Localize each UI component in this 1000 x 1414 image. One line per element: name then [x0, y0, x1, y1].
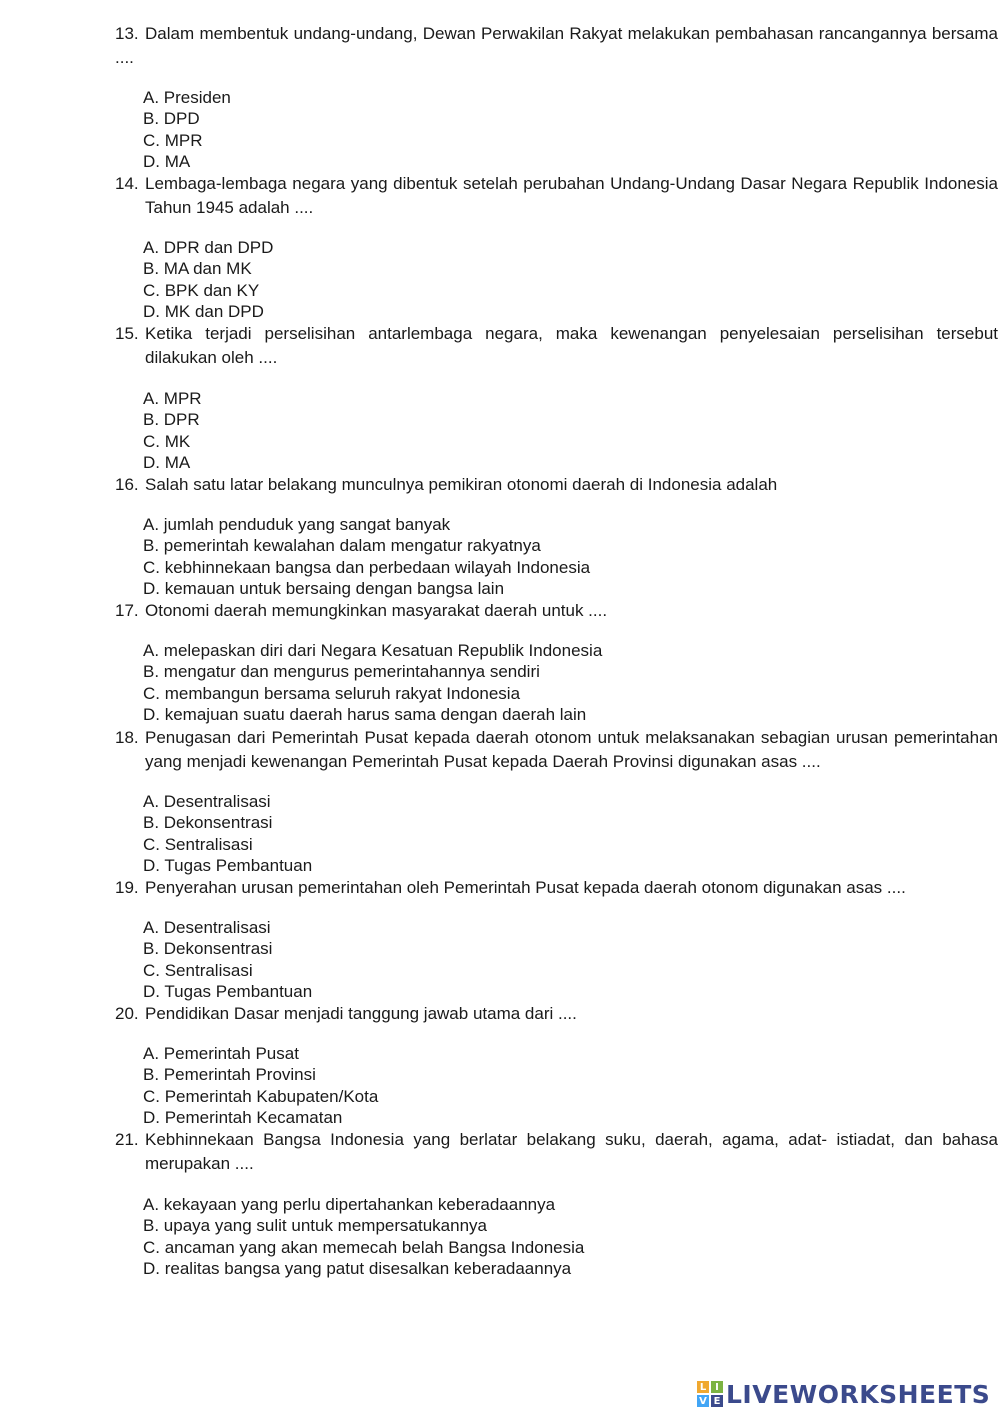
options-21: [143, 1194, 584, 1279]
question-17: [115, 599, 998, 623]
logo-block-e: E: [711, 1395, 723, 1407]
liveworksheets-logo[interactable]: [697, 1378, 990, 1410]
options-20: [143, 1043, 378, 1128]
option-d[interactable]: D. Pemerintah Kecamatan: [143, 1107, 343, 1127]
option-b[interactable]: B. MA dan MK: [143, 259, 252, 279]
options-16: [143, 514, 590, 599]
option-a[interactable]: A. Pemerintah Pusat: [143, 1044, 299, 1063]
question-text: Penugasan dari Pemerintah Pusat kepada daerah otonom untuk melaksanakan sebagian urusan pemerintahan yang menjadi kewenangan Pemerintah Pusat kepada Daerah Provinsi digunakan asas ....: [145, 728, 998, 771]
option-c[interactable]: C. BPK dan KY: [143, 280, 260, 300]
question-number: 15.: [115, 324, 139, 343]
question-19: [115, 876, 998, 900]
option-d[interactable]: D. MK dan DPD: [143, 301, 264, 321]
question-20: [115, 1002, 998, 1026]
option-a[interactable]: A. melepaskan diri dari Negara Kesatuan Republik Indonesia: [143, 641, 603, 660]
option-d[interactable]: D. Tugas Pembantuan: [143, 855, 313, 875]
question-text: Salah satu latar belakang munculnya pemikiran otonomi daerah di Indonesia adalah: [145, 475, 778, 494]
options-13: [143, 87, 231, 172]
question-text: Ketika terjadi perselisihan antarlembaga negara, maka kewenangan penyelesaian perselisihan tersebut dilakukan oleh ....: [145, 324, 998, 367]
question-16: [115, 473, 998, 497]
option-c[interactable]: C. MK: [143, 431, 191, 451]
option-a[interactable]: A. Desentralisasi: [143, 792, 271, 811]
question-number: 19.: [115, 878, 139, 897]
logo-block-l: L: [697, 1381, 709, 1393]
question-number: 13.: [115, 24, 139, 43]
logo-blocks-icon: [697, 1381, 723, 1407]
options-15: [143, 388, 202, 473]
option-c[interactable]: C. kebhinnekaan bangsa dan perbedaan wilayah Indonesia: [143, 557, 591, 577]
question-18: [115, 726, 998, 774]
option-b[interactable]: B. upaya yang sulit untuk mempersatukannya: [143, 1216, 487, 1236]
question-21: [115, 1128, 998, 1176]
options-14: [143, 237, 273, 322]
options-19: [143, 917, 312, 1002]
question-14: [115, 172, 998, 220]
option-d[interactable]: D. kemauan untuk bersaing dengan bangsa lain: [143, 578, 505, 598]
option-c[interactable]: C. ancaman yang akan memecah belah Bangsa Indonesia: [143, 1237, 585, 1257]
options-18: [143, 791, 312, 876]
option-d[interactable]: D. Tugas Pembantuan: [143, 981, 313, 1001]
logo-block-i: I: [711, 1381, 723, 1393]
brand-name: LIVEWORKSHEETS: [726, 1379, 991, 1409]
option-d[interactable]: D. MA: [143, 452, 191, 472]
option-b[interactable]: B. Pemerintah Provinsi: [143, 1065, 316, 1085]
option-b[interactable]: B. pemerintah kewalahan dalam mengatur rakyatnya: [143, 536, 541, 556]
option-c[interactable]: C. Sentralisasi: [143, 834, 253, 854]
option-c[interactable]: C. MPR: [143, 130, 203, 150]
question-text: Kebhinnekaan Bangsa Indonesia yang berlatar belakang suku, daerah, agama, adat- istiadat, dan bahasa merupakan ....: [145, 1130, 998, 1173]
option-a[interactable]: A. kekayaan yang perlu dipertahankan keberadaannya: [143, 1195, 556, 1214]
question-text: Dalam membentuk undang-undang, Dewan Perwakilan Rakyat melakukan pembahasan rancangannya bersama ....: [115, 24, 998, 67]
question-15: [115, 322, 998, 370]
option-a[interactable]: A. jumlah penduduk yang sangat banyak: [143, 515, 451, 534]
option-b[interactable]: B. Dekonsentrasi: [143, 813, 273, 833]
option-b[interactable]: B. mengatur dan mengurus pemerintahannya sendiri: [143, 662, 540, 682]
question-text: Lembaga-lembaga negara yang dibentuk setelah perubahan Undang-Undang Dasar Negara Republik Indonesia Tahun 1945 adalah ....: [145, 174, 998, 217]
option-d[interactable]: D. realitas bangsa yang patut disesalkan keberadaannya: [143, 1258, 572, 1278]
question-number: 17.: [115, 601, 139, 620]
question-number: 20.: [115, 1004, 139, 1023]
options-17: [143, 640, 602, 725]
question-text: Penyerahan urusan pemerintahan oleh Pemerintah Pusat kepada daerah otonom digunakan asas ....: [145, 878, 906, 897]
option-b[interactable]: B. Dekonsentrasi: [143, 939, 273, 959]
option-a[interactable]: A. MPR: [143, 389, 202, 408]
option-c[interactable]: C. Sentralisasi: [143, 960, 253, 980]
question-number: 21.: [115, 1130, 139, 1149]
question-number: 14.: [115, 174, 139, 193]
question-number: 18.: [115, 728, 139, 747]
option-b[interactable]: B. DPD: [143, 109, 200, 129]
question-text: Otonomi daerah memungkinkan masyarakat daerah untuk ....: [145, 601, 608, 620]
option-d[interactable]: D. kemajuan suatu daerah harus sama dengan daerah lain: [143, 704, 587, 724]
option-a[interactable]: A. DPR dan DPD: [143, 238, 274, 257]
option-c[interactable]: C. membangun bersama seluruh rakyat Indonesia: [143, 683, 521, 703]
option-d[interactable]: D. MA: [143, 151, 191, 171]
question-number: 16.: [115, 475, 139, 494]
logo-block-v: V: [697, 1395, 709, 1407]
question-text: Pendidikan Dasar menjadi tanggung jawab utama dari ....: [145, 1004, 577, 1023]
option-b[interactable]: B. DPR: [143, 410, 200, 430]
question-13: [115, 22, 998, 70]
option-a[interactable]: A. Desentralisasi: [143, 918, 271, 937]
option-c[interactable]: C. Pemerintah Kabupaten/Kota: [143, 1086, 379, 1106]
option-a[interactable]: A. Presiden: [143, 88, 231, 107]
